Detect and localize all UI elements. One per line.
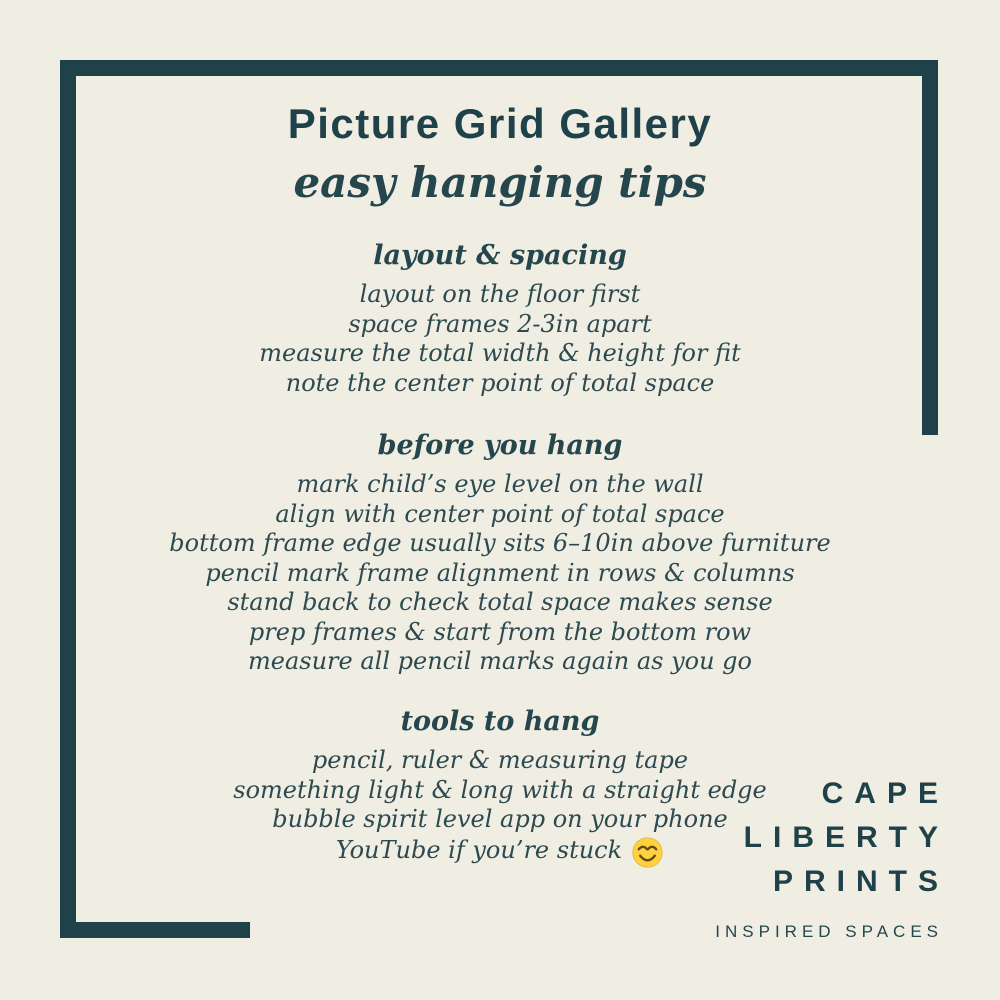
section-heading: before you hang (377, 430, 623, 461)
smiling-face-emoji-icon (631, 836, 664, 869)
tip-line: bubble spirit level app on your phone (272, 805, 728, 833)
brand-name-line: LIBERTY (743, 821, 949, 854)
section-before-you-hang (0, 428, 1000, 677)
tip-line: layout on the floor first (359, 280, 641, 308)
page-title: Picture Grid Gallery (287, 100, 713, 147)
tip-line: bottom frame edge usually sits 6–10in above furniture (169, 529, 831, 557)
tip-line: prep frames & start from the bottom row (248, 617, 752, 646)
section-tip-list (0, 470, 1000, 677)
tip-line-text: YouTube if you’re stuck (335, 836, 623, 865)
brand-tagline: INSPIRED SPACES (715, 922, 943, 941)
brand-block (715, 772, 949, 942)
tip-line: measure all pencil marks again as you go (247, 647, 752, 675)
tip-line: note the center point of total space (285, 368, 715, 397)
section-heading: layout & spacing (373, 240, 627, 271)
tip-line: measure the total width & height for fit (259, 339, 741, 367)
frame-border-top (60, 60, 938, 76)
tip-line: mark child’s eye level on the wall (296, 470, 704, 498)
tip-line: stand back to check total space makes sense (227, 588, 773, 616)
tip-line: something light & long with a straight edge (233, 775, 767, 804)
tip-line: space frames 2-3in apart (348, 309, 652, 338)
section-layout-and-spacing (0, 238, 1000, 398)
tip-line: pencil, ruler & measuring tape (311, 746, 689, 774)
tip-line: align with center point of total space (275, 499, 725, 528)
brand-name-line: CAPE (821, 777, 949, 810)
brand-name-line: PRINTS (772, 865, 949, 898)
section-heading: tools to hang (400, 706, 600, 737)
frame-border-bottom (60, 922, 250, 938)
tip-line: pencil mark frame alignment in rows & columns (205, 558, 795, 587)
page-subtitle: easy hanging tips (293, 158, 707, 207)
section-tip-list (0, 280, 1000, 398)
